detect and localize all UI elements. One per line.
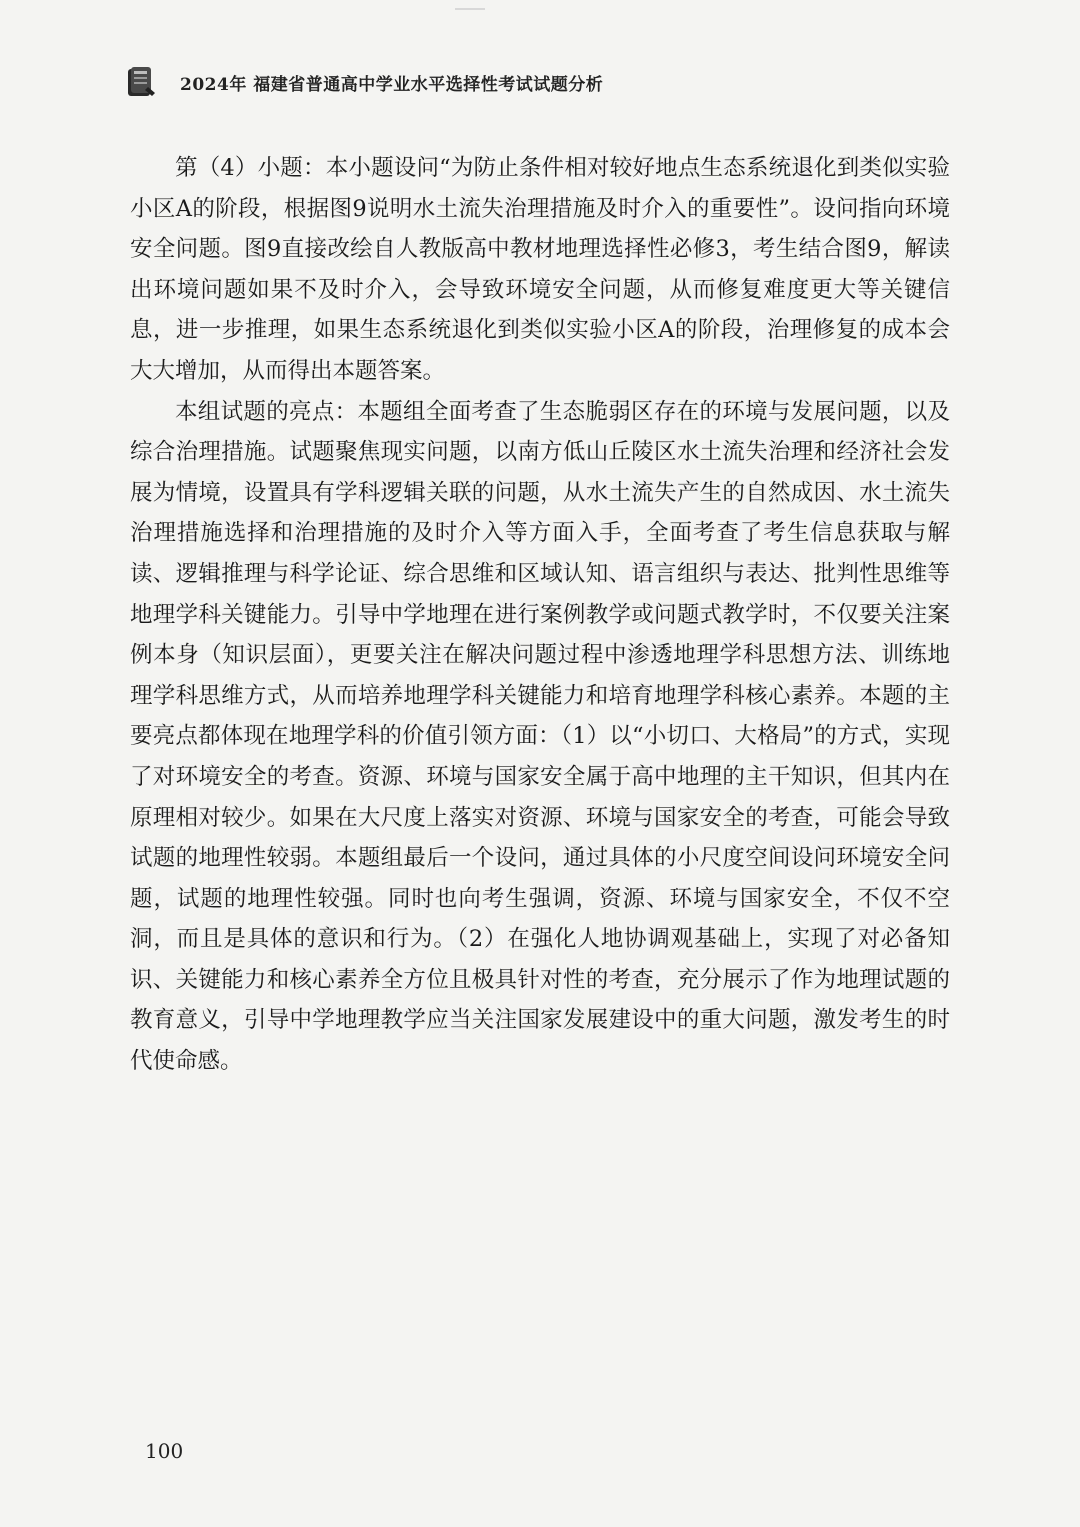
paragraph: 第（4）小题：本小题设问“为防止条件相对较好地点生态系统退化到类似实验小区A的阶段，根据图9说明水土流失治理措施及时介入的重要性”。设问指向环境安全问题。图9直接改绘自人教版高中教材地理选择性必修3，考生结合图9，解读出环境问题如果不及时介入，会导致环境安全问题，从而修复难度更大等关键信息，进一步推理，如果生态系统退化到类似实验小区A的阶段，治理修复的成本会大大增加，从而得出本题答案。	[130, 155, 950, 384]
page-number: 100	[145, 1439, 184, 1463]
running-header	[126, 62, 603, 102]
scan-mark	[455, 8, 485, 10]
body-text	[130, 148, 950, 1082]
paragraph: 本组试题的亮点：本题组全面考查了生态脆弱区存在的环境与发展问题，以及综合治理措施。试题聚焦现实问题，以南方低山丘陵区水土流失治理和经济社会发展为情境，设置具有学科逻辑关联的问题，从水土流失产生的自然成因、水土流失治理措施选择和治理措施的及时介入等方面入手，全面考查了考生信息获取与解读、逻辑推理与科学论证、综合思维和区域认知、语言组织与表达、批判性思维等地理学科关键能力。引导中学地理在进行案例教学或问题式教学时，不仅要关注案例本身（知识层面），更要关注在解决问题过程中渗透地理学科思想方法、训练地理学科思维方式，从而培养地理学科关键能力和培育地理学科核心素养。本题的主要亮点都体现在地理学科的价值引领方面：（1）以“小切口、大格局”的方式，实现了对环境安全的考查。资源、环境与国家安全属于高中地理的主干知识，但其内在原理相对较少。如果在大尺度上落实对资源、环境与国家安全的考查，可能会导致试题的地理性较弱。本题组最后一个设问，通过具体的小尺度空间设问环境安全问题，试题的地理性较强。同时也向考生强调，资源、环境与国家安全，不仅不空洞，而且是具体的意识和行为。（2）在强化人地协调观基础上，实现了对必备知识、关键能力和核心素养全方位且极具针对性的考查，充分展示了作为地理试题的教育意义，引导中学地理教学应当关注国家发展建设中的重大问题，激发考生的时代使命感。	[130, 398, 950, 1075]
header-title: 2024年 福建省普通高中学业水平选择性考试试题分析	[180, 74, 604, 95]
book-icon	[126, 65, 156, 99]
